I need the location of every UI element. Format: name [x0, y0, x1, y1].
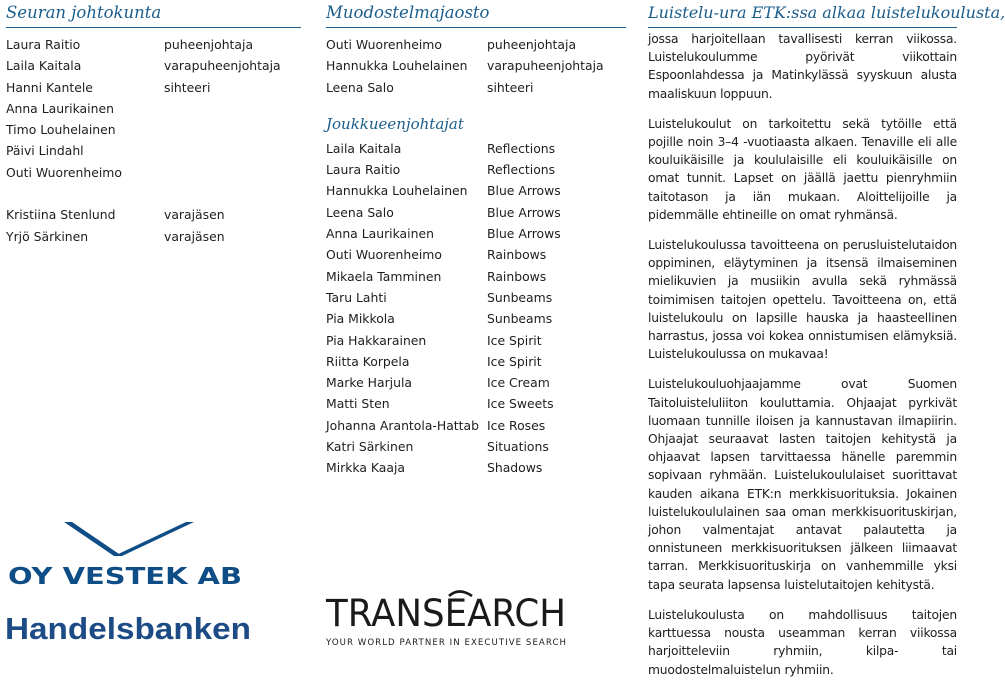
synchro-member-role: sihteeri — [487, 79, 534, 95]
team-leader — [326, 202, 626, 223]
team-leader-team: Shadows — [487, 460, 543, 476]
board-member-role: varajäsen — [164, 228, 225, 244]
team-leader — [326, 372, 626, 393]
board-member-role: puheenjohtaja — [164, 37, 254, 52]
team-leader-name: Laura Raitio — [326, 162, 401, 178]
team-leader — [326, 415, 626, 436]
transearch-logo-text: TRANSEARCH — [325, 592, 566, 635]
team-leader — [326, 351, 626, 372]
board-member — [6, 34, 306, 55]
board-member — [6, 77, 306, 98]
synchro-member — [326, 77, 626, 98]
team-leaders-heading: Joukkueenjohtajat — [326, 114, 464, 133]
board-section — [6, 0, 306, 247]
team-leader-team: Ice Roses — [487, 417, 546, 433]
school-heading: Luistelu-ura ETK:ssa alkaa luistelukoulusta, — [648, 3, 1005, 22]
team-leader — [326, 266, 626, 287]
team-leader-name: Hannukka Louhelainen — [326, 183, 468, 199]
board-member-name: Laura Raitio — [6, 37, 81, 52]
school-divider — [648, 27, 957, 28]
synchro-divider — [326, 27, 626, 28]
team-leader-team: Reflections — [487, 140, 556, 156]
board-member — [6, 140, 306, 161]
team-leader-team: Rainbows — [487, 247, 547, 263]
team-leader-team: Ice Spirit — [487, 332, 542, 348]
synchro-member-role: puheenjohtaja — [487, 37, 577, 52]
synchro-member-name: Hannukka Louhelainen — [326, 58, 468, 74]
team-leader — [326, 393, 626, 414]
synchro-member-name: Outi Wuorenheimo — [326, 37, 442, 52]
synchro-section — [326, 0, 626, 479]
team-leader-name: Marke Harjula — [326, 375, 413, 391]
team-leader — [326, 223, 626, 244]
board-member-name: Hanni Kantele — [6, 79, 93, 95]
team-leader-name: Mikaela Tamminen — [326, 268, 442, 284]
board-member-name: Anna Laurikainen — [6, 100, 114, 116]
team-leader-team: Blue Arrows — [487, 183, 561, 199]
board-member — [6, 98, 306, 119]
synchro-member-role: varapuheenjohtaja — [487, 58, 604, 74]
board-member — [6, 55, 306, 76]
team-leader-team: Situations — [487, 439, 549, 455]
team-leader — [326, 330, 626, 351]
team-leader-team: Ice Cream — [487, 375, 550, 391]
team-leader-team: Sunbeams — [487, 311, 553, 327]
synchro-member — [326, 34, 626, 55]
board-member-role: varapuheenjohtaja — [164, 58, 281, 74]
team-leader-team: Reflections — [487, 162, 556, 178]
synchro-member-name: Leena Salo — [326, 79, 394, 95]
team-leader-team: Sunbeams — [487, 289, 553, 305]
school-paragraph: Luistelukoulussa tavoitteena on perusluistelutaidon oppiminen, eläytyminen ja itsensä ilmaiseminen mielikuvien ja musiikin avulla sekä ryhmässä toimimisen taitojen opettelu. Tavoitteena on, että luistelukoulu on lapsille hauska ja haasteellinen harrastus, jossa voi kokea onnistumisen elämyksiä. Luistelukoulussa on mukavaa! — [648, 238, 957, 362]
team-leader-team: Ice Spirit — [487, 353, 542, 369]
team-leader-name: Anna Laurikainen — [326, 226, 434, 242]
team-leader — [326, 287, 626, 308]
team-leader-name: Riitta Korpela — [326, 353, 410, 369]
school-paragraph: Luistelukouluohjaajamme ovat Suomen Taitoluisteluliiton kouluttamia. Ohjaajat pyrkivät luomaan tunnille iloisen ja kannustavan ilmapiirin. Ohjaajat seuraavat lasten taitojen kehitystä ja ohjaavat lapsen tarvittaessa hänelle paremmin sopivaan ryhmään. Luistelukoululaiset suorittavat kauden aikana ETK:n merkkisuorituksia. Jokainen luistelukoululainen saa oman merkkisuorituskirjan, johon valmentajat antavat palautetta ja onnistuneen merkkisuorituksen jälkeen liimaavat tarran. Merkkisuorituskirja on vanhemmille yksi tapa seurata lapsensa luistelutaitojen kehitystä. — [648, 377, 957, 592]
synchro-members — [326, 34, 626, 98]
vestek-logo — [6, 520, 246, 590]
board-member — [6, 226, 306, 247]
board-list — [6, 34, 306, 247]
team-leader-team: Blue Arrows — [487, 226, 561, 242]
team-leader-name: Mirkka Kaaja — [326, 460, 406, 476]
board-heading: Seuran johtokunta — [6, 3, 162, 22]
handelsbanken-logo — [5, 610, 255, 646]
synchro-member — [326, 55, 626, 76]
team-leader — [326, 138, 626, 159]
board-member — [6, 119, 306, 140]
transearch-logo — [326, 590, 571, 647]
team-leader-name: Pia Mikkola — [326, 311, 395, 327]
team-leader-name: Leena Salo — [326, 204, 394, 220]
vestek-logo-mark — [64, 522, 122, 556]
school-paragraph: jossa harjoitellaan tavallisesti kerran viikossa. Luistelukoulumme pyörivät viikottain Espoonlahdessa ja Matinkylässä syyskuun alusta maaliskuun loppuun. — [648, 32, 957, 101]
board-member-role: varajäsen — [164, 207, 225, 223]
board-member-name: Päivi Lindahl — [6, 143, 84, 159]
team-leader-name: Outi Wuorenheimo — [326, 247, 442, 263]
team-leader — [326, 180, 626, 201]
board-member-name: Yrjö Särkinen — [6, 228, 89, 244]
board-member-name: Kristiina Stenlund — [6, 207, 116, 223]
team-leader-name: Katri Särkinen — [326, 439, 414, 455]
board-member-name: Outi Wuorenheimo — [6, 164, 122, 180]
team-leader-team: Ice Sweets — [487, 396, 554, 412]
team-leader — [326, 436, 626, 457]
board-member-name: Laila Kaitala — [6, 58, 82, 74]
team-leaders-list — [326, 138, 626, 479]
school-paragraph: Luistelukoulusta on mahdollisuus taitojen karttuessa nousta useamman kerran viikossa harjoitteleviin ryhmiin, kilpa- tai muodostelmaluistelun ryhmiin. — [648, 607, 957, 677]
team-leader-name: Taru Lahti — [326, 289, 387, 305]
team-leader — [326, 159, 626, 180]
team-leader — [326, 244, 626, 265]
team-leader-team: Blue Arrows — [487, 204, 561, 220]
synchro-heading: Muodostelmajaosto — [326, 3, 490, 22]
handelsbanken-logo-text: Handelsbanken — [5, 611, 251, 646]
team-leader-team: Rainbows — [487, 268, 547, 284]
team-leader-name: Matti Sten — [326, 396, 390, 412]
team-leader-name: Johanna Arantola-Hattab — [326, 417, 479, 433]
team-leader — [326, 308, 626, 329]
team-leader — [326, 457, 626, 478]
team-leader-name: Pia Hakkarainen — [326, 332, 427, 348]
board-member-role: sihteeri — [164, 79, 211, 95]
board-divider — [6, 27, 301, 28]
school-paragraph: Luistelukoulut on tarkoitettu sekä tytöille että pojille noin 3–4 -vuotiaasta alkaen. Tenaville eli alle kouluikäisille ja koululaisille eli kouluikäisille on omat tunnit. Lapset on jäällä jaettu pienryhmiin taitotason ja iän mukaan. Aloittelijoille ja pidemmälle ehtineille on omat ryhmänsä. — [648, 116, 957, 222]
skating-school-section — [648, 0, 1005, 691]
vestek-logo-text: OY VESTEK AB — [8, 562, 242, 590]
transearch-tagline: YOUR WORLD PARTNER IN EXECUTIVE SEARCH — [326, 638, 566, 648]
school-text — [648, 30, 957, 679]
board-member-name: Timo Louhelainen — [6, 122, 116, 138]
board-member — [6, 162, 306, 183]
team-leader-name: Laila Kaitala — [326, 140, 402, 156]
board-member — [6, 204, 306, 225]
board-member — [6, 183, 306, 204]
